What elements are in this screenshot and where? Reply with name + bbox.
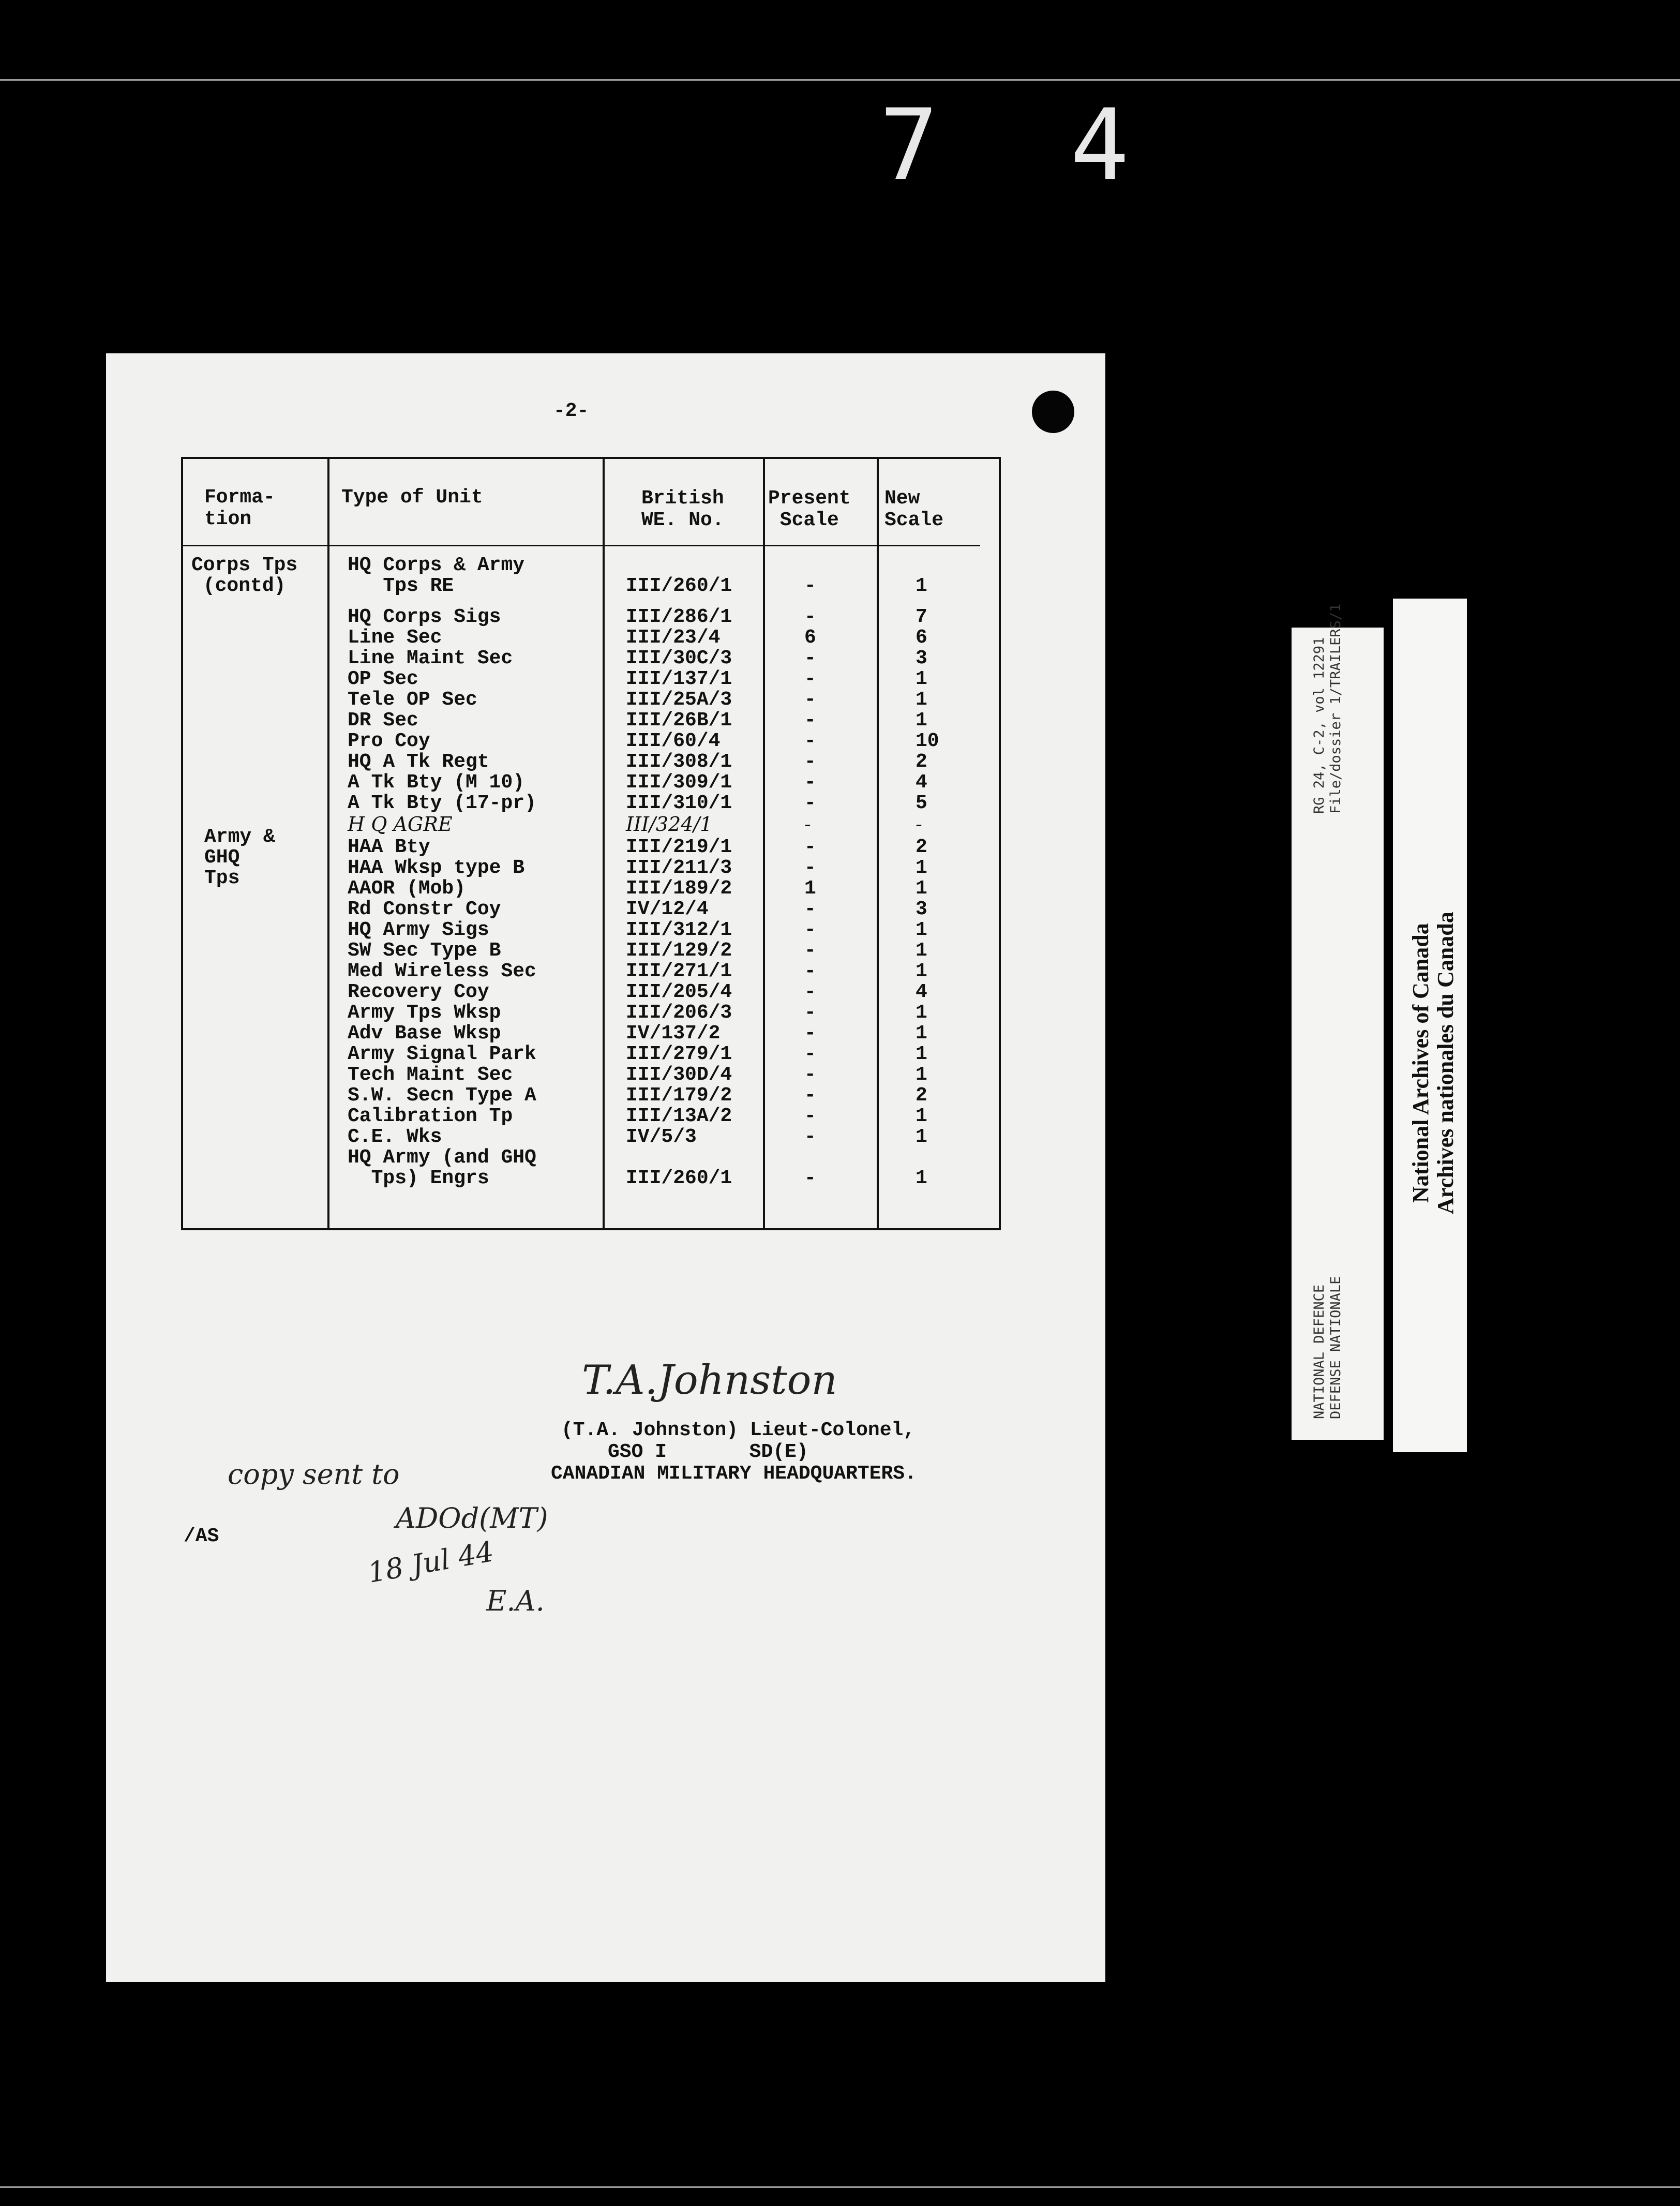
cell-unit: AAOR (Mob) bbox=[348, 877, 466, 900]
cell-we: III/312/1 bbox=[626, 919, 732, 941]
cell-we: III/310/1 bbox=[626, 792, 732, 814]
cell-present: - bbox=[804, 575, 816, 597]
cell-present: - bbox=[804, 813, 811, 836]
cell-we: III/219/1 bbox=[626, 836, 732, 858]
cell-present: - bbox=[804, 792, 816, 814]
cell-present: - bbox=[804, 898, 816, 920]
archive-reference-stamp bbox=[1292, 603, 1384, 1440]
stamp-reference bbox=[1311, 604, 1344, 814]
cell-we: III/271/1 bbox=[626, 960, 732, 982]
header-formation: Forma- tion bbox=[204, 486, 275, 530]
cell-present: - bbox=[804, 751, 816, 773]
cell-unit: HQ Corps & Army Tps RE bbox=[348, 554, 525, 597]
handwritten-addressee: ADOd(MT) bbox=[396, 1502, 548, 1534]
cell-unit: HAA Wksp type B bbox=[348, 857, 525, 879]
cell-new: 1 bbox=[916, 857, 927, 879]
cell-we: III/324/1 bbox=[626, 813, 713, 836]
cell-unit: Tele OP Sec bbox=[348, 689, 477, 711]
cell-new: 1 bbox=[916, 709, 927, 732]
archives-name-fr: Archives nationales du Canada bbox=[1433, 912, 1458, 1214]
cell-present: - bbox=[804, 1043, 816, 1065]
cell-present: - bbox=[804, 940, 816, 962]
cell-we: III/26B/1 bbox=[626, 709, 732, 732]
column-divider bbox=[763, 457, 765, 1230]
cell-new: 1 bbox=[916, 1043, 927, 1065]
cell-we: III/179/2 bbox=[626, 1084, 732, 1107]
cell-unit: OP Sec bbox=[348, 668, 418, 690]
cell-we: III/308/1 bbox=[626, 751, 732, 773]
cell-we: III/30D/4 bbox=[626, 1064, 732, 1086]
cell-present: - bbox=[804, 689, 816, 711]
cell-new: 4 bbox=[916, 771, 927, 794]
cell-unit: Rd Constr Coy bbox=[348, 898, 501, 920]
cell-unit: H Q AGRE bbox=[348, 813, 453, 836]
cell-unit: HQ A Tk Regt bbox=[348, 751, 489, 773]
cell-unit: HQ Corps Sigs bbox=[348, 606, 501, 628]
cell-present: - bbox=[804, 960, 816, 982]
header-divider bbox=[181, 545, 980, 546]
stamp-ref-2: File/dossier 1/TRAILERS/1 bbox=[1328, 603, 1344, 814]
typist-initials: /AS bbox=[184, 1525, 219, 1547]
cell-present: - bbox=[804, 771, 816, 794]
cell-new: 1 bbox=[916, 960, 927, 982]
header-we-no: British WE. No. bbox=[641, 487, 724, 531]
cell-new: 2 bbox=[916, 751, 927, 773]
cell-present: - bbox=[804, 1064, 816, 1086]
cell-unit: Army Signal Park bbox=[348, 1043, 536, 1065]
cell-we: III/25A/3 bbox=[626, 689, 732, 711]
handwritten-copy-sent: copy sent to bbox=[228, 1458, 400, 1490]
top-film-edge bbox=[0, 79, 1680, 81]
cell-unit: SW Sec Type B bbox=[348, 940, 501, 962]
cell-unit: C.E. Wks bbox=[348, 1126, 442, 1148]
header-present-scale: Present Scale bbox=[768, 487, 851, 531]
cell-unit: Army Tps Wksp bbox=[348, 1002, 501, 1024]
cell-unit: S.W. Secn Type A bbox=[348, 1084, 536, 1107]
column-divider bbox=[877, 457, 879, 1230]
cell-new: 6 bbox=[916, 627, 927, 649]
cell-unit: Tech Maint Sec bbox=[348, 1064, 513, 1086]
cell-new: 2 bbox=[916, 836, 927, 858]
cell-we: III/189/2 bbox=[626, 877, 732, 900]
header-new-scale: New Scale bbox=[884, 487, 944, 531]
punch-hole bbox=[1032, 391, 1074, 433]
column-divider bbox=[603, 457, 605, 1230]
cell-we: III/13A/2 bbox=[626, 1105, 732, 1127]
cell-new: 3 bbox=[916, 898, 927, 920]
bottom-film-edge bbox=[0, 2186, 1680, 2188]
cell-we: III/286/1 bbox=[626, 606, 732, 628]
table-right-border bbox=[999, 457, 1001, 1230]
frame-number: 7 4 bbox=[879, 88, 1166, 202]
cell-present: - bbox=[804, 919, 816, 941]
cell-unit: DR Sec bbox=[348, 709, 418, 732]
cell-unit: Med Wireless Sec bbox=[348, 960, 536, 982]
cell-new: 1 bbox=[916, 1022, 927, 1045]
cell-new: 1 bbox=[916, 940, 927, 962]
signature-line-3: CANADIAN MILITARY HEADQUARTERS. bbox=[551, 1463, 917, 1485]
signature-line-1: (T.A. Johnston) Lieut-Colonel, bbox=[561, 1419, 916, 1441]
cell-unit: Calibration Tp bbox=[348, 1105, 513, 1127]
cell-present: - bbox=[804, 1084, 816, 1107]
cell-unit: Line Sec bbox=[348, 627, 442, 649]
handwritten-signature: T.A.Johnston bbox=[582, 1357, 837, 1404]
cell-present: - bbox=[804, 668, 816, 690]
cell-present: - bbox=[804, 1022, 816, 1045]
cell-we: III/23/4 bbox=[626, 627, 721, 649]
cell-present: - bbox=[804, 981, 816, 1003]
document-page bbox=[106, 353, 1105, 1982]
cell-we: IV/12/4 bbox=[626, 898, 709, 920]
cell-new: 1 bbox=[916, 1167, 927, 1189]
cell-new: 1 bbox=[916, 877, 927, 900]
archives-name-en: National Archives of Canada bbox=[1408, 923, 1433, 1203]
cell-new: 4 bbox=[916, 981, 927, 1003]
cell-present: - bbox=[804, 606, 816, 628]
cell-new: 7 bbox=[916, 606, 927, 628]
cell-new: 1 bbox=[916, 1105, 927, 1127]
cell-present: - bbox=[804, 857, 816, 879]
handwritten-initials: E.A. bbox=[486, 1585, 545, 1617]
cell-present: - bbox=[804, 1126, 816, 1148]
cell-new: 3 bbox=[916, 647, 927, 669]
cell-new: 5 bbox=[916, 792, 927, 814]
cell-we: III/260/1 bbox=[626, 1167, 732, 1189]
page-number: -2- bbox=[553, 400, 589, 422]
table-left-border bbox=[181, 457, 183, 1230]
stamp-department bbox=[1311, 1276, 1344, 1419]
cell-we: III/205/4 bbox=[626, 981, 732, 1003]
cell-present: 1 bbox=[804, 877, 816, 900]
cell-unit: Adv Base Wksp bbox=[348, 1022, 501, 1045]
cell-unit: HAA Bty bbox=[348, 836, 430, 858]
cell-we: III/30C/3 bbox=[626, 647, 732, 669]
cell-present: 6 bbox=[804, 627, 816, 649]
signature-line-2: GSO I SD(E) bbox=[608, 1441, 808, 1463]
cell-present: - bbox=[804, 1105, 816, 1127]
cell-unit: Line Maint Sec bbox=[348, 647, 513, 669]
formation-corps-tps: Corps Tps (contd) bbox=[191, 554, 298, 597]
cell-unit: HQ Army (and GHQ Tps) Engrs bbox=[348, 1146, 536, 1189]
stamp-line-2: DEFENSE NATIONALE bbox=[1328, 1276, 1344, 1419]
cell-we: III/309/1 bbox=[626, 771, 732, 794]
cell-new: 1 bbox=[916, 689, 927, 711]
cell-present: - bbox=[804, 1167, 816, 1189]
cell-new: 1 bbox=[916, 1064, 927, 1086]
cell-we: III/206/3 bbox=[626, 1002, 732, 1024]
cell-we: III/279/1 bbox=[626, 1043, 732, 1065]
header-type-of-unit: Type of Unit bbox=[341, 486, 483, 509]
cell-present: - bbox=[804, 709, 816, 732]
stamp-ref-1: RG 24, C-2, vol 12291 bbox=[1311, 637, 1327, 814]
cell-present: - bbox=[804, 647, 816, 669]
cell-we: IV/5/3 bbox=[626, 1126, 697, 1148]
cell-we: IV/137/2 bbox=[626, 1022, 721, 1045]
handwritten-date: 18 Jul 44 bbox=[365, 1535, 497, 1589]
national-archives-label bbox=[1393, 599, 1467, 1452]
cell-unit: HQ Army Sigs bbox=[348, 919, 489, 941]
archives-name bbox=[1408, 912, 1458, 1214]
cell-unit: Pro Coy bbox=[348, 730, 430, 752]
cell-new: - bbox=[916, 813, 922, 836]
cell-new: 1 bbox=[916, 668, 927, 690]
cell-we: III/137/1 bbox=[626, 668, 732, 690]
cell-we: III/211/3 bbox=[626, 857, 732, 879]
cell-unit: Recovery Coy bbox=[348, 981, 489, 1003]
cell-new: 1 bbox=[916, 1126, 927, 1148]
cell-we: III/60/4 bbox=[626, 730, 721, 752]
column-divider bbox=[327, 457, 329, 1230]
formation-army-ghq-tps: Army & GHQ Tps bbox=[204, 826, 275, 889]
cell-present: - bbox=[804, 836, 816, 858]
cell-new: 2 bbox=[916, 1084, 927, 1107]
cell-we: III/260/1 bbox=[626, 575, 732, 597]
cell-unit: A Tk Bty (17-pr) bbox=[348, 792, 536, 814]
cell-new: 1 bbox=[916, 919, 927, 941]
cell-new: 10 bbox=[916, 730, 939, 752]
cell-new: 1 bbox=[916, 1002, 927, 1024]
stamp-line-1: NATIONAL DEFENCE bbox=[1311, 1284, 1327, 1419]
cell-present: - bbox=[804, 1002, 816, 1024]
cell-present: - bbox=[804, 730, 816, 752]
cell-new: 1 bbox=[916, 575, 927, 597]
scale-table bbox=[181, 457, 1001, 1230]
cell-unit: A Tk Bty (M 10) bbox=[348, 771, 525, 794]
cell-we: III/129/2 bbox=[626, 940, 732, 962]
